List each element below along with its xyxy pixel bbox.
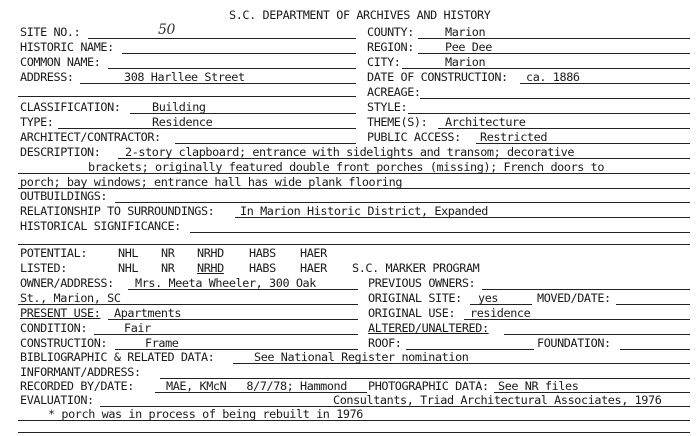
photographic-data-label: PHOTOGRAPHIC DATA:	[368, 379, 489, 393]
address-label: ADDRESS:	[20, 70, 74, 84]
section-divider-1	[18, 96, 356, 97]
type-value: Residence	[152, 115, 213, 129]
relationship-label: RELATIONSHIP TO SURROUNDINGS:	[20, 204, 215, 218]
historic-name-line	[122, 53, 356, 54]
listed-option-nrhd-selected: NRHD	[197, 261, 224, 275]
city-value: Marion	[445, 55, 486, 69]
potential-option-nr: NR	[161, 246, 175, 260]
description-line-2: brackets; originally featured double front porches (missing); French doors to	[88, 160, 605, 174]
potential-option-nrhd: NRHD	[197, 246, 224, 260]
original-site-label: ORIGINAL SITE:	[368, 291, 462, 305]
description-line-3: porch; bay windows; entrance hall has wide plank flooring	[20, 175, 403, 189]
date-of-construction-value: ca. 1886	[526, 70, 580, 84]
description-rule-2	[18, 173, 690, 174]
bibliographic-label: BIBLIOGRAPHIC & RELATED DATA:	[20, 350, 215, 364]
listed-option-nr: NR	[161, 261, 175, 275]
region-label: REGION:	[367, 40, 414, 54]
potential-option-habs: HABS	[249, 246, 276, 260]
common-name-line	[108, 68, 356, 69]
original-use-line	[464, 319, 690, 320]
description-rule-3	[18, 188, 690, 189]
form-title: S.C. DEPARTMENT OF ARCHIVES AND HISTORY	[229, 8, 491, 22]
original-site-line	[470, 304, 532, 305]
classification-value: Building	[152, 100, 206, 114]
acreage-line	[420, 98, 690, 99]
county-value: Marion	[445, 25, 486, 39]
foundation-line	[620, 349, 690, 350]
region-line	[418, 53, 690, 54]
description-label: DESCRIPTION:	[20, 145, 101, 159]
construction-label: CONSTRUCTION:	[20, 336, 108, 350]
photographic-data-value: See NR files	[498, 379, 579, 393]
owner-rule-2	[18, 304, 358, 305]
condition-line	[94, 334, 358, 335]
potential-label: POTENTIAL:	[20, 246, 88, 260]
architect-label: ARCHITECT/CONTRACTOR:	[20, 130, 161, 144]
listed-option-haer: HAER	[300, 261, 327, 275]
altered-label: ALTERED/UNALTERED:	[368, 321, 489, 335]
evaluation-value: Consultants, Triad Architectural Associates, 1976	[333, 393, 662, 407]
outbuildings-label: OUTBUILDINGS:	[20, 189, 108, 203]
historic-name-label: HISTORIC NAME:	[20, 40, 114, 54]
architect-line	[175, 143, 356, 144]
previous-owners-label: PREVIOUS OWNERS:	[368, 276, 476, 290]
classification-line	[130, 113, 356, 114]
public-access-line	[476, 143, 690, 144]
description-line-1: 2-story clapboard; entrance with sidelights and transom; decorative	[125, 145, 575, 159]
recorded-by-label: RECORDED BY/DATE:	[20, 379, 134, 393]
listed-option-nhl: NHL	[118, 261, 139, 275]
themes-label: THEME(S):	[367, 115, 428, 129]
site-no-value: 50	[158, 22, 176, 38]
type-line	[58, 128, 356, 129]
city-label: CITY:	[367, 55, 401, 69]
region-value: Pee Dee	[445, 40, 492, 54]
city-line	[402, 68, 690, 69]
owner-label: OWNER/ADDRESS:	[20, 276, 114, 290]
style-line	[408, 113, 690, 114]
listed-option-habs: HABS	[249, 261, 276, 275]
bibliographic-value: See National Register nomination	[254, 350, 469, 364]
owner-line-1: Mrs. Meeta Wheeler, 300 Oak	[135, 276, 316, 290]
acreage-label: ACREAGE:	[367, 85, 421, 99]
outbuildings-line	[115, 202, 690, 203]
date-of-construction-label: DATE OF CONSTRUCTION:	[367, 70, 508, 84]
county-line	[418, 38, 690, 39]
condition-label: CONDITION:	[20, 321, 88, 335]
address-value: 308 Harllee Street	[124, 70, 245, 84]
porch-note: * porch was in process of being rebuilt in 1976	[48, 407, 364, 421]
roof-label: ROOF:	[368, 336, 402, 350]
description-rule-1	[118, 158, 690, 159]
style-label: STYLE:	[367, 100, 408, 114]
moved-date-label: MOVED/DATE:	[537, 291, 611, 305]
informant-label: INFORMANT/ADDRESS:	[20, 365, 141, 379]
blank-line-2	[18, 432, 690, 433]
original-use-label: ORIGINAL USE:	[368, 306, 456, 320]
foundation-label: FOUNDATION:	[537, 336, 611, 350]
present-use-label: PRESENT USE:	[20, 306, 101, 320]
moved-date-line	[616, 304, 690, 305]
site-no-line	[88, 38, 356, 39]
blank-line-1	[18, 244, 690, 245]
county-label: COUNTY:	[367, 25, 414, 39]
date-of-construction-line	[520, 83, 690, 84]
relationship-line	[235, 217, 690, 218]
classification-label: CLASSIFICATION:	[20, 100, 121, 114]
historical-significance-label: HISTORICAL SIGNIFICANCE:	[20, 219, 181, 233]
themes-value: Architecture	[445, 115, 526, 129]
potential-option-nhl: NHL	[118, 246, 139, 260]
potential-option-haer: HAER	[300, 246, 327, 260]
site-no-label: SITE NO.:	[20, 25, 81, 39]
present-use-line	[108, 319, 358, 320]
present-use-value: Apartments	[114, 306, 182, 320]
listed-label: LISTED:	[20, 261, 67, 275]
themes-line	[438, 128, 690, 129]
evaluation-label: EVALUATION:	[20, 393, 94, 407]
owner-line-2: St., Marion, SC	[20, 291, 121, 305]
common-name-label: COMMON NAME:	[20, 55, 101, 69]
previous-owners-line	[482, 289, 690, 290]
recorded-by-value: MAE, KMcN 8/7/78; Hammond	[166, 379, 347, 393]
altered-line	[504, 334, 690, 335]
construction-value: Frame	[145, 336, 179, 350]
address-line	[80, 83, 356, 84]
original-use-value: residence	[470, 306, 531, 320]
historical-significance-line	[190, 232, 690, 233]
note-line	[18, 420, 690, 421]
public-access-label: PUBLIC ACCESS:	[367, 130, 461, 144]
bibliographic-line	[233, 363, 690, 364]
relationship-value: In Marion Historic District, Expanded	[240, 204, 488, 218]
type-label: TYPE:	[20, 115, 54, 129]
original-site-value: yes	[478, 291, 499, 305]
owner-rule-1	[128, 289, 358, 290]
public-access-value: Restricted	[480, 130, 548, 144]
condition-value: Fair	[124, 321, 151, 335]
marker-program-label: S.C. MARKER PROGRAM	[352, 261, 480, 275]
